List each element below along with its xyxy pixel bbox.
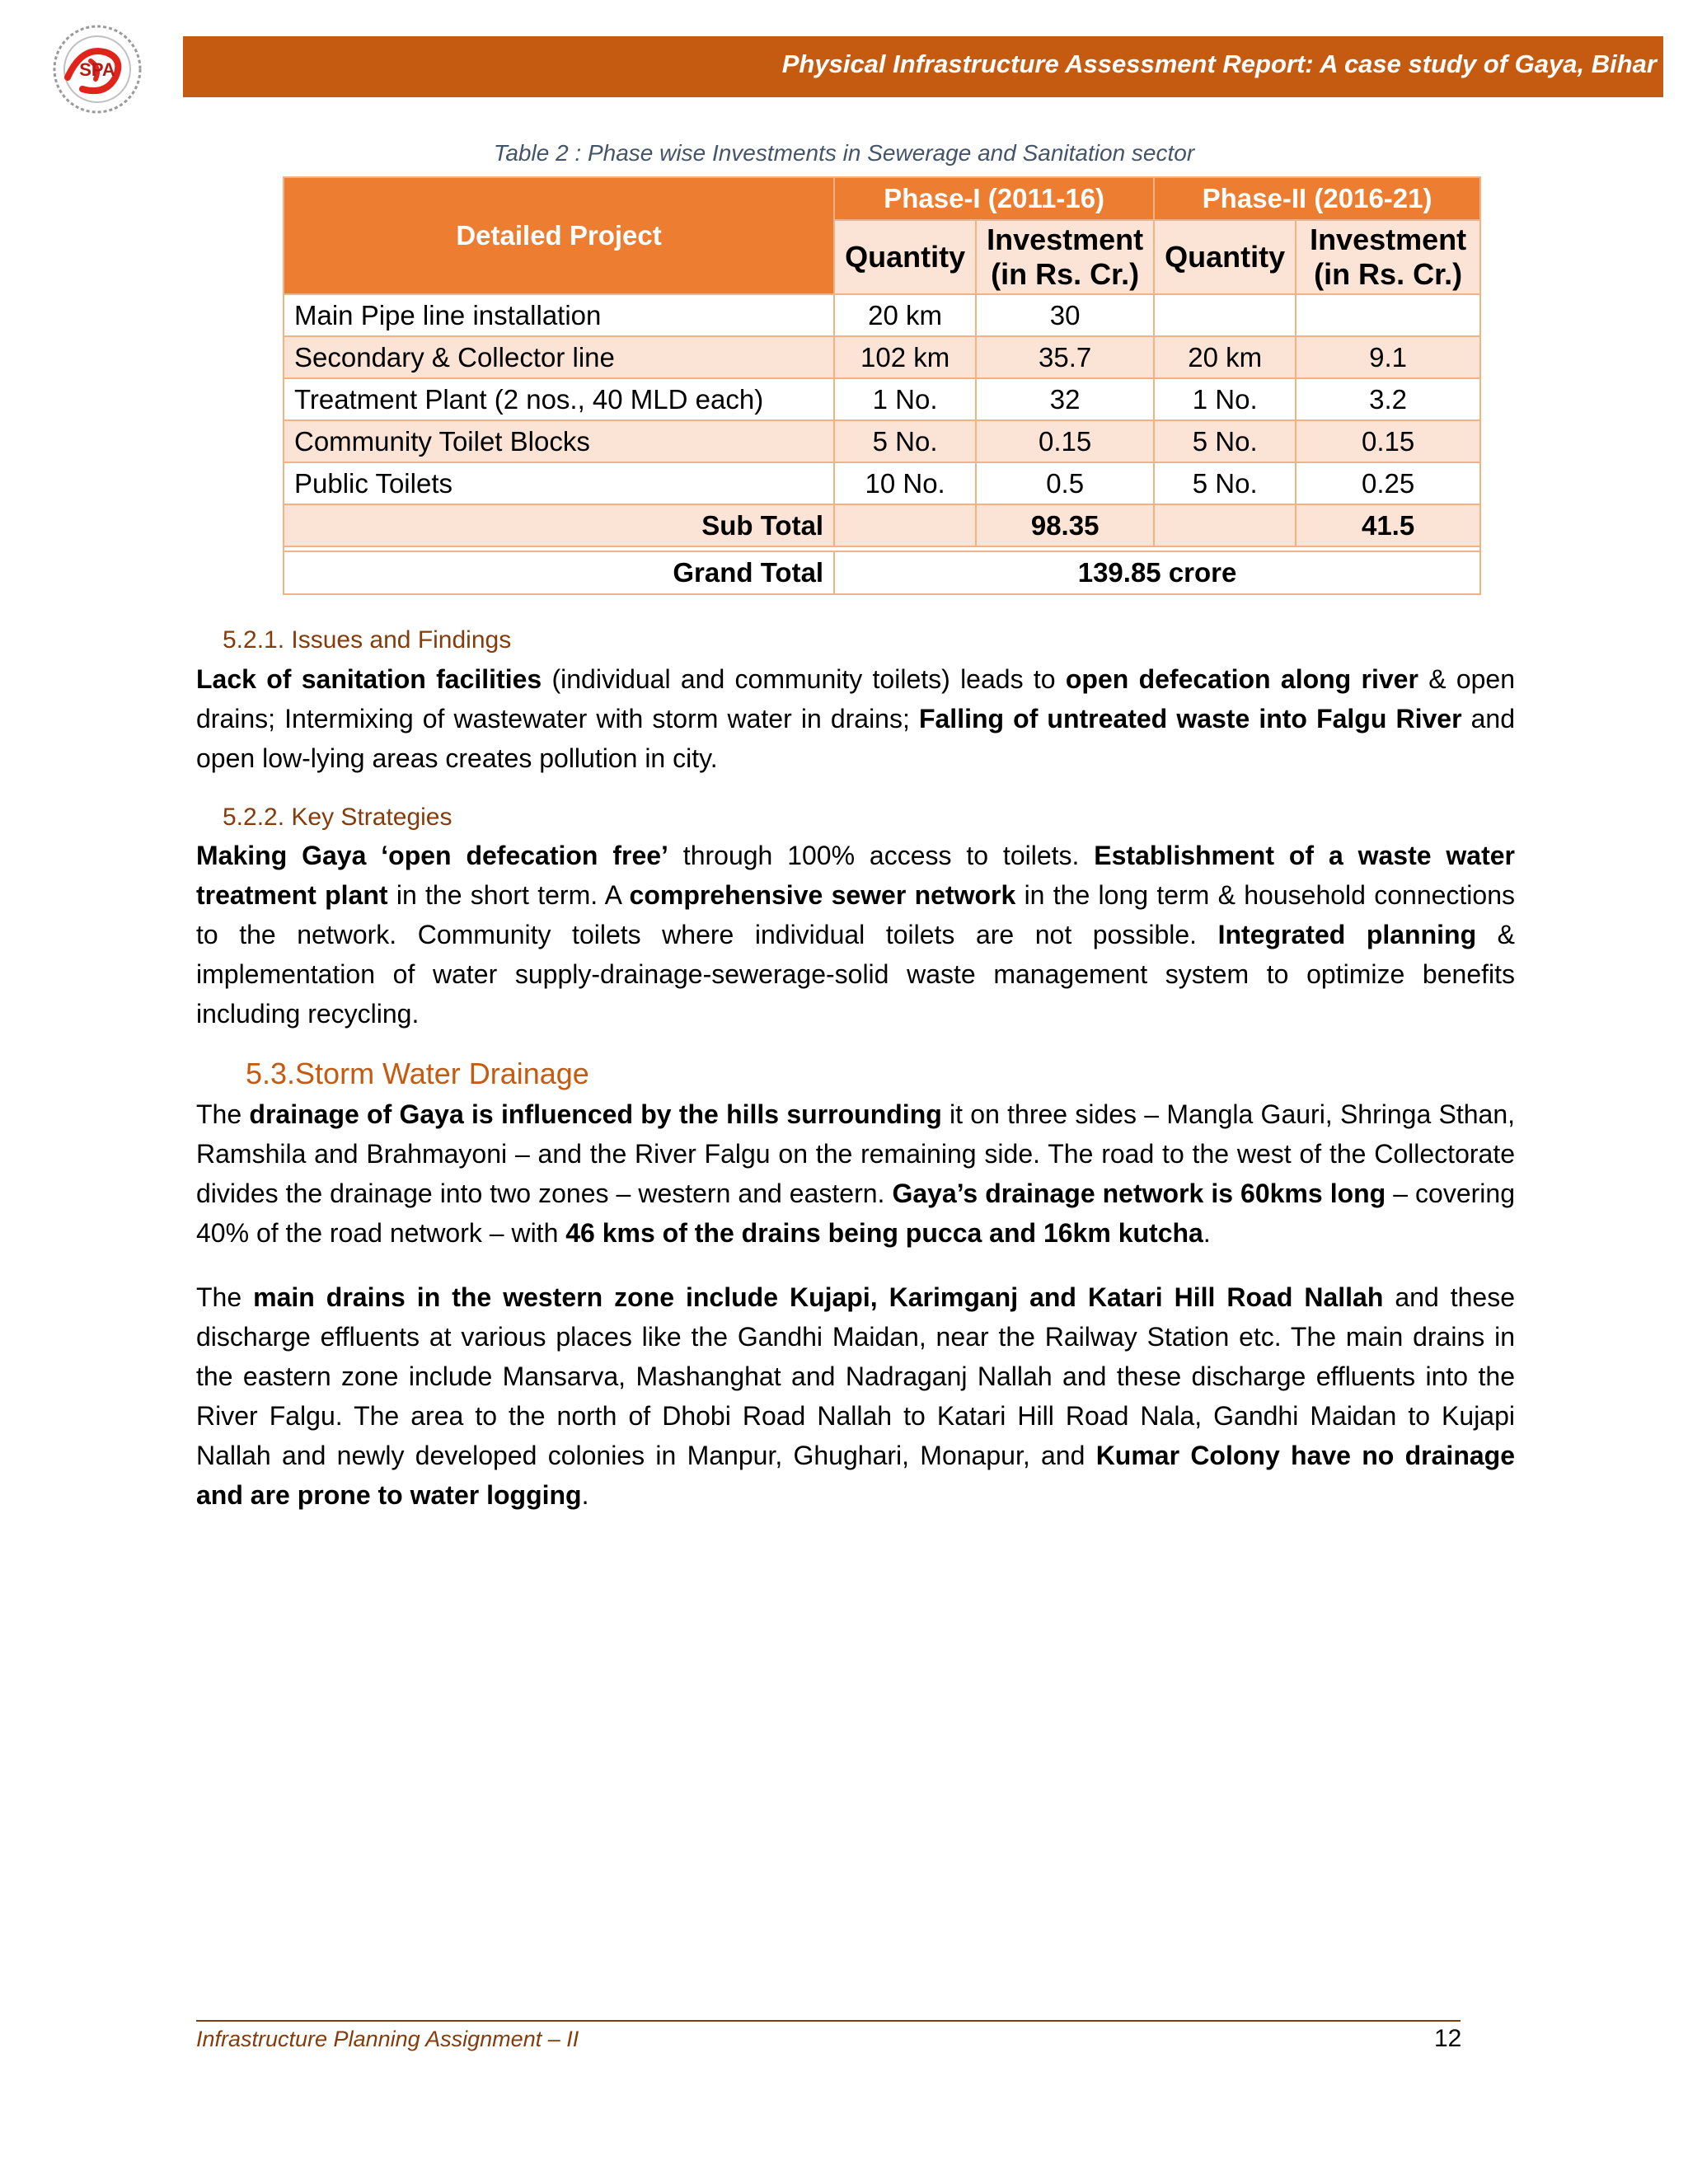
institute-logo <box>33 20 162 120</box>
footer-rule <box>196 2020 1461 2022</box>
investment-table <box>283 176 1481 595</box>
strategies-heading: 5.2.2. Key Strategies <box>223 804 452 831</box>
grand-total-row: Grand Total 139.85 crore <box>284 551 1480 594</box>
table-row: Main Pipe line installation 20 km 30 <box>284 294 1480 336</box>
table-caption: Table 2 : Phase wise Investments in Sewerage and Sanitation sector <box>493 140 1195 166</box>
storm-paragraph-2: The main drains in the western zone include Kujapi, Karimganj and Katari Hill Road Nallah and these discharge effluents at various places like the Gandhi Maidan, near the Railway Station etc. The main drains in the eastern zone include Mansarva, Mashanghat and Nadraganj Nallah and these discharge effluents into the River Falgu. The area to the north of Dhobi Road Nallah to Katari Hill Road Nala, Gandhi Maidan to Kujapi Nallah and newly developed colonies in Manpur, Ghughari, Monapur, and Kumar Colony have no drainage and are prone to water logging. <box>196 1282 1516 1510</box>
table-row: Secondary & Collector line 102 km 35.7 20 km 9.1 <box>284 336 1480 378</box>
logo-text: SPA <box>79 59 115 80</box>
col-header-phase2: Phase-II (2016-21) <box>1154 177 1480 220</box>
table-row: Public Toilets 10 No. 0.5 5 No. 0.25 <box>284 462 1480 504</box>
table-row: Community Toilet Blocks 5 No. 0.15 5 No. 0.15 <box>284 420 1480 462</box>
header-title: Physical Infrastructure Assessment Report: A case study of Gaya, Bihar <box>781 49 1657 78</box>
col-header-phase1: Phase-I (2011-16) <box>834 177 1154 220</box>
col-header-quantity-2: Quantity <box>1154 220 1296 294</box>
strategies-paragraph: Making Gaya ‘open defecation free’ through 100% access to toilets. Establishment of a waste water treatment plant in the short term. A comprehensive sewer network in the long term & household connections to the network. Community toilets where individual toilets are not possible. Integrated planning & implementation of water supply-drainage-sewerage-solid waste management system to optimize benefits including recycling. <box>196 841 1516 1029</box>
table-row: Treatment Plant (2 nos., 40 MLD each) 1 No. 32 1 No. 3.2 <box>284 378 1480 420</box>
footer-title: Infrastructure Planning Assignment – II <box>196 2027 579 2051</box>
storm-heading: 5.3.Storm Water Drainage <box>246 1057 589 1090</box>
col-header-investment-2: Investment (in Rs. Cr.) <box>1296 220 1480 294</box>
col-header-quantity-1: Quantity <box>834 220 976 294</box>
issues-paragraph: Lack of sanitation facilities (individual and community toilets) leads to open defecation along river & open drains; Intermixing of wastewater with storm water in drains; Falling of untreated waste into Falgu River and open low-lying areas creates pollution in city. <box>196 664 1516 773</box>
storm-paragraph-1: The drainage of Gaya is influenced by the hills surrounding it on three sides – Mangla Gauri, Shringa Sthan, Ramshila and Brahmayoni – and the River Falgu on the remaining side. The road to the west of the Collectorate divides the drainage into two zones – western and eastern. Gaya’s drainage network is 60kms long – covering 40% of the road network – with 46 kms of the drains being pucca and 16km kutcha. <box>196 1099 1516 1248</box>
subtotal-row: Sub Total 98.35 41.5 <box>284 504 1480 546</box>
col-header-investment-1: Investment (in Rs. Cr.) <box>976 220 1154 294</box>
col-header-project: Detailed Project <box>284 177 834 294</box>
issues-heading: 5.2.1. Issues and Findings <box>223 626 512 654</box>
page-number: 12 <box>1434 2025 1462 2052</box>
